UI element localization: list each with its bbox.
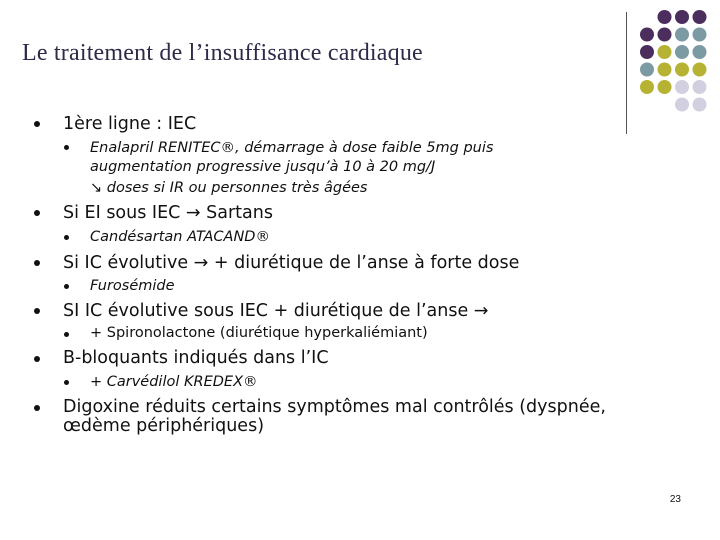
bullet-dot [34,121,40,127]
sub-bullet-dot [64,380,69,385]
bullet-dot [34,260,40,266]
bullet-item: Si EI sous IEC → Sartans [63,203,273,223]
bullet-dot [34,405,40,411]
sub-bullet-dot [64,332,69,337]
sub-bullet-dot [64,145,69,150]
sub-bullet-line: + Spironolactone (diurétique hyperkaliémiant) [90,325,428,341]
bullet-item-continuation: œdème périphériques) [63,416,265,436]
slide-title: Le traitement de l’insuffisance cardiaque [22,40,423,66]
sub-bullet-line: + Carvédilol KREDEX® [90,374,258,390]
bullet-item: Si IC évolutive → + diurétique de l’anse à forte dose [63,253,520,273]
bullet-dot [34,210,40,216]
bullet-item: Digoxine réduits certains symptômes mal contrôlés (dyspnée, [63,397,606,417]
sub-bullet-line: Furosémide [90,278,175,294]
sub-bullet-dot [64,284,69,289]
page-number: 23 [669,494,681,505]
sub-bullet-line: augmentation progressive jusqu’à 10 à 20 mg/J [90,159,436,175]
bullet-dot [34,308,40,314]
bullet-item: B-bloquants indiqués dans l’IC [63,348,329,368]
sub-bullet-line: Candésartan ATACAND® [90,229,270,245]
sub-bullet-dot [64,235,69,240]
bullet-item: SI IC évolutive sous IEC + diurétique de l’anse → [63,301,489,321]
bullet-item: 1ère ligne : IEC [63,114,197,134]
bullet-dot [34,356,40,362]
sub-bullet-line: ↘ doses si IR ou personnes très âgées [90,180,368,196]
sub-bullet-line: Enalapril RENITEC®, démarrage à dose faible 5mg puis [90,140,494,156]
